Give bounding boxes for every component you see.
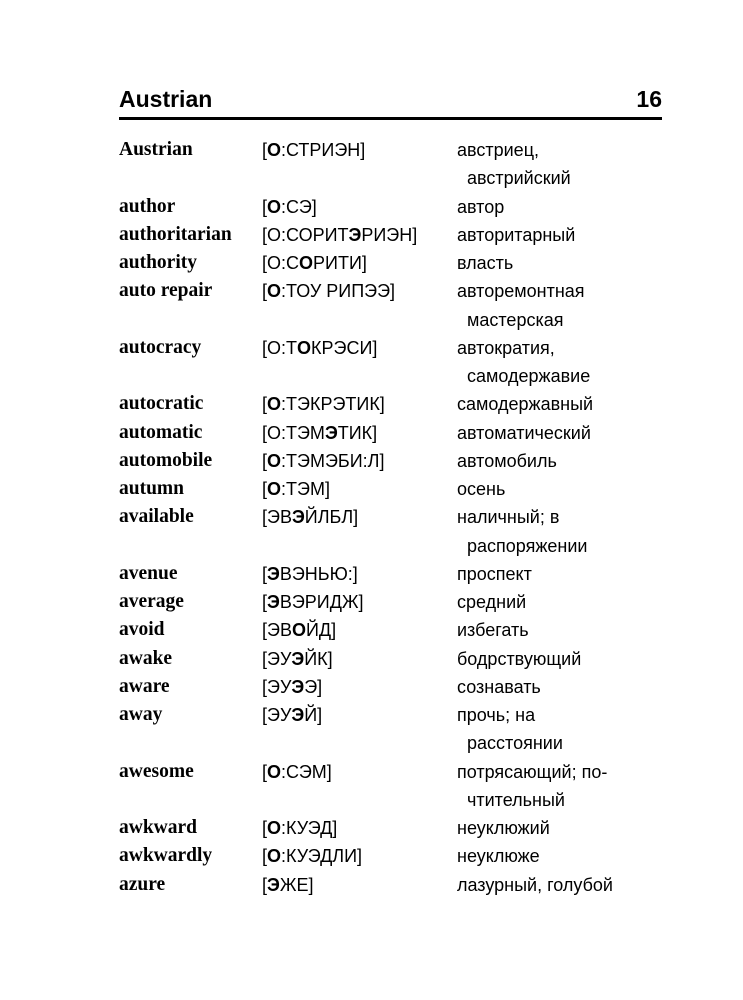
headword: awake — [119, 647, 173, 669]
pronunciation-post: Й] — [304, 705, 323, 725]
translation-line-1: автоматический — [457, 422, 591, 443]
pronunciation-pre: [ — [262, 818, 268, 838]
headword: authoritarian — [119, 223, 232, 245]
dictionary-entry — [119, 390, 679, 418]
pronunciation-post: ЙК] — [304, 648, 333, 669]
translation — [457, 419, 672, 447]
translation-line-1: сознавать — [457, 676, 541, 697]
translation — [457, 334, 672, 391]
dictionary-entry — [119, 560, 679, 588]
pronunciation-post: :ТЭКРЭТИК] — [281, 394, 385, 415]
dictionary-entry — [119, 871, 679, 899]
pronunciation-pre: [ЭУ — [262, 648, 292, 669]
pronunciation-stress: О — [267, 196, 282, 217]
page-number: 16 — [636, 86, 662, 112]
translation-line-1: прочь; на — [457, 705, 536, 725]
dictionary-entry — [119, 475, 679, 503]
translation — [457, 871, 672, 899]
pronunciation-post: ВЭНЬЮ:] — [279, 563, 358, 584]
dictionary-entry — [119, 419, 679, 447]
pronunciation-pre: [ — [262, 140, 268, 160]
dictionary-entry — [119, 503, 679, 560]
pronunciation — [262, 390, 385, 418]
translation-line-1: проспект — [457, 563, 532, 584]
headword: awesome — [119, 760, 194, 782]
dictionary-entry — [119, 758, 679, 815]
dictionary-entry — [119, 842, 679, 870]
headword: autumn — [119, 478, 185, 499]
translation — [457, 701, 672, 758]
pronunciation-pre: [ — [262, 592, 268, 612]
pronunciation-pre: [ — [262, 874, 268, 895]
translation — [457, 616, 672, 644]
headword: avoid — [119, 619, 165, 641]
translation-line-2: самодержавие — [467, 366, 591, 386]
pronunciation-stress: Э — [348, 224, 362, 245]
translation-line-1: наличный; в — [457, 507, 560, 528]
translation-line-1: автомобиль — [457, 450, 557, 471]
translation — [457, 842, 672, 870]
pronunciation-post: :СЭМ] — [281, 761, 332, 782]
translation — [457, 277, 672, 334]
pronunciation-stress: О — [267, 479, 282, 499]
translation — [457, 758, 672, 815]
pronunciation-post: :ТЭМ] — [281, 479, 330, 499]
pronunciation-stress: О — [267, 846, 282, 867]
translation — [457, 588, 672, 616]
headword: awkwardly — [119, 845, 213, 867]
pronunciation-stress: О — [267, 450, 282, 471]
pronunciation — [262, 221, 417, 249]
dictionary-entry — [119, 701, 679, 758]
dictionary-entry — [119, 221, 679, 249]
translation-line-1: средний — [457, 592, 527, 612]
pronunciation-post: :СТРИЭН] — [281, 140, 366, 160]
pronunciation-post: :СЭ] — [281, 196, 317, 217]
translation-line-1: неуклюже — [457, 846, 540, 867]
headword: auto repair — [119, 280, 213, 302]
translation — [457, 390, 672, 418]
pronunciation-pre: [О:Т — [262, 337, 297, 358]
pronunciation — [262, 871, 313, 899]
pronunciation-stress: О — [297, 337, 312, 358]
dictionary-entry — [119, 277, 679, 334]
dictionary-entry — [119, 447, 679, 475]
translation-line-1: потрясающий; по- — [457, 761, 608, 782]
pronunciation-stress: Э — [267, 874, 280, 895]
pronunciation — [262, 645, 333, 673]
translation-line-1: автократия, — [457, 337, 555, 358]
translation — [457, 645, 672, 673]
pronunciation-pre: [ЭВ — [262, 620, 292, 641]
translation-line-2: расстоянии — [467, 733, 563, 754]
pronunciation — [262, 758, 332, 786]
translation — [457, 503, 672, 560]
translation-line-1: лазурный, голубой — [457, 874, 613, 895]
translation-line-1: избегать — [457, 620, 529, 641]
pronunciation-pre: [ЭУ — [262, 705, 292, 725]
translation-line-1: власть — [457, 253, 514, 273]
pronunciation-post: РИЭН] — [361, 224, 418, 245]
translation-line-2: чтительный — [467, 789, 565, 810]
pronunciation-pre: [О:С — [262, 253, 300, 273]
headword: aware — [119, 675, 170, 697]
pronunciation-pre: [ — [262, 846, 268, 867]
pronunciation-post: :КУЭДЛИ] — [281, 846, 363, 867]
translation — [457, 814, 672, 842]
pronunciation-stress: Э — [291, 507, 305, 528]
headword: azure — [119, 873, 166, 895]
pronunciation-post: ЖЕ] — [279, 874, 314, 895]
headword: autocratic — [119, 393, 204, 415]
pronunciation-post: :КУЭД] — [281, 818, 338, 838]
dictionary-entry — [119, 616, 679, 644]
headword: automatic — [119, 421, 203, 443]
pronunciation-pre: [ЭУ — [262, 676, 292, 697]
pronunciation — [262, 334, 377, 362]
pronunciation-stress: Э — [291, 676, 305, 697]
pronunciation-pre: [ — [262, 281, 268, 302]
translation-line-1: авторемонтная — [457, 281, 585, 302]
headword: available — [119, 506, 194, 528]
translation — [457, 673, 672, 701]
pronunciation — [262, 503, 358, 531]
pronunciation-post: РИТИ] — [313, 253, 367, 273]
translation — [457, 560, 672, 588]
dictionary-entry — [119, 814, 679, 842]
pronunciation-stress: Э — [267, 592, 280, 612]
pronunciation-post: :ТОУ РИПЭЭ] — [281, 281, 396, 302]
translation — [457, 447, 672, 475]
dictionary-entry — [119, 249, 679, 277]
pronunciation-pre: [ — [262, 761, 268, 782]
headword: average — [119, 591, 184, 612]
pronunciation — [262, 616, 336, 644]
dictionary-entries — [119, 136, 679, 899]
pronunciation-stress: О — [291, 620, 306, 641]
pronunciation-stress: О — [267, 818, 282, 838]
pronunciation — [262, 475, 330, 503]
pronunciation — [262, 673, 322, 701]
pronunciation-pre: [ — [262, 394, 268, 415]
dictionary-entry — [119, 193, 679, 221]
pronunciation — [262, 814, 337, 842]
pronunciation — [262, 249, 367, 277]
translation-line-1: авторитарный — [457, 224, 576, 245]
translation-line-1: осень — [457, 479, 506, 499]
pronunciation-pre: [ЭВ — [262, 507, 292, 528]
pronunciation-stress: Э — [291, 648, 305, 669]
translation-line-2: австрийский — [467, 168, 571, 189]
headword: away — [119, 704, 163, 725]
translation-line-1: неуклюжий — [457, 818, 550, 838]
translation-line-1: бодрствующий — [457, 648, 582, 669]
pronunciation-post: ЙД] — [305, 620, 337, 641]
pronunciation-stress: О — [267, 140, 282, 160]
pronunciation-post: КРЭСИ] — [311, 337, 378, 358]
header-rule — [119, 117, 662, 120]
translation-line-1: автор — [457, 196, 505, 217]
running-head-word: Austrian — [119, 86, 213, 112]
translation-line-1: самодержавный — [457, 394, 594, 415]
pronunciation-pre: [ — [262, 196, 268, 217]
pronunciation-stress: О — [267, 394, 282, 415]
translation-line-1: австриец, — [457, 140, 540, 160]
pronunciation-post: ТИК] — [337, 422, 378, 443]
dictionary-entry — [119, 588, 679, 616]
translation-line-2: распоряжении — [467, 535, 588, 556]
pronunciation — [262, 419, 377, 447]
headword: autocracy — [119, 336, 202, 358]
headword: author — [119, 195, 176, 217]
headword: avenue — [119, 562, 178, 584]
pronunciation-stress: Э — [291, 705, 305, 725]
pronunciation-stress: О — [267, 761, 282, 782]
translation — [457, 475, 672, 503]
pronunciation-post: :ТЭМЭБИ:Л] — [281, 450, 385, 471]
pronunciation — [262, 193, 317, 221]
pronunciation-pre: [ — [262, 479, 268, 499]
pronunciation — [262, 136, 365, 164]
pronunciation-post: Э] — [304, 676, 323, 697]
headword: authority — [119, 252, 197, 273]
pronunciation-pre: [О:ТЭМ — [262, 422, 325, 443]
dictionary-entry — [119, 334, 679, 391]
dictionary-entry — [119, 673, 679, 701]
pronunciation-post: ВЭРИДЖ] — [279, 592, 364, 612]
dictionary-entry — [119, 136, 679, 193]
headword: automobile — [119, 449, 213, 471]
pronunciation — [262, 588, 364, 616]
page-header — [119, 86, 662, 118]
translation-line-2: мастерская — [467, 309, 564, 330]
pronunciation-pre: [О:СОРИТ — [262, 224, 349, 245]
headword: Austrian — [119, 139, 193, 160]
pronunciation-pre: [ — [262, 563, 268, 584]
pronunciation — [262, 560, 358, 588]
pronunciation-post: ЙЛБЛ] — [304, 507, 359, 528]
pronunciation-stress: Э — [324, 422, 338, 443]
pronunciation-stress: О — [299, 253, 314, 273]
pronunciation — [262, 701, 322, 729]
pronunciation-stress: Э — [267, 563, 280, 584]
pronunciation-stress: О — [267, 281, 282, 302]
pronunciation — [262, 447, 384, 475]
pronunciation — [262, 277, 395, 305]
pronunciation-pre: [ — [262, 450, 268, 471]
dictionary-entry — [119, 645, 679, 673]
translation — [457, 136, 672, 193]
translation — [457, 249, 672, 277]
translation — [457, 221, 672, 249]
headword: awkward — [119, 817, 198, 838]
pronunciation — [262, 842, 362, 870]
translation — [457, 193, 672, 221]
